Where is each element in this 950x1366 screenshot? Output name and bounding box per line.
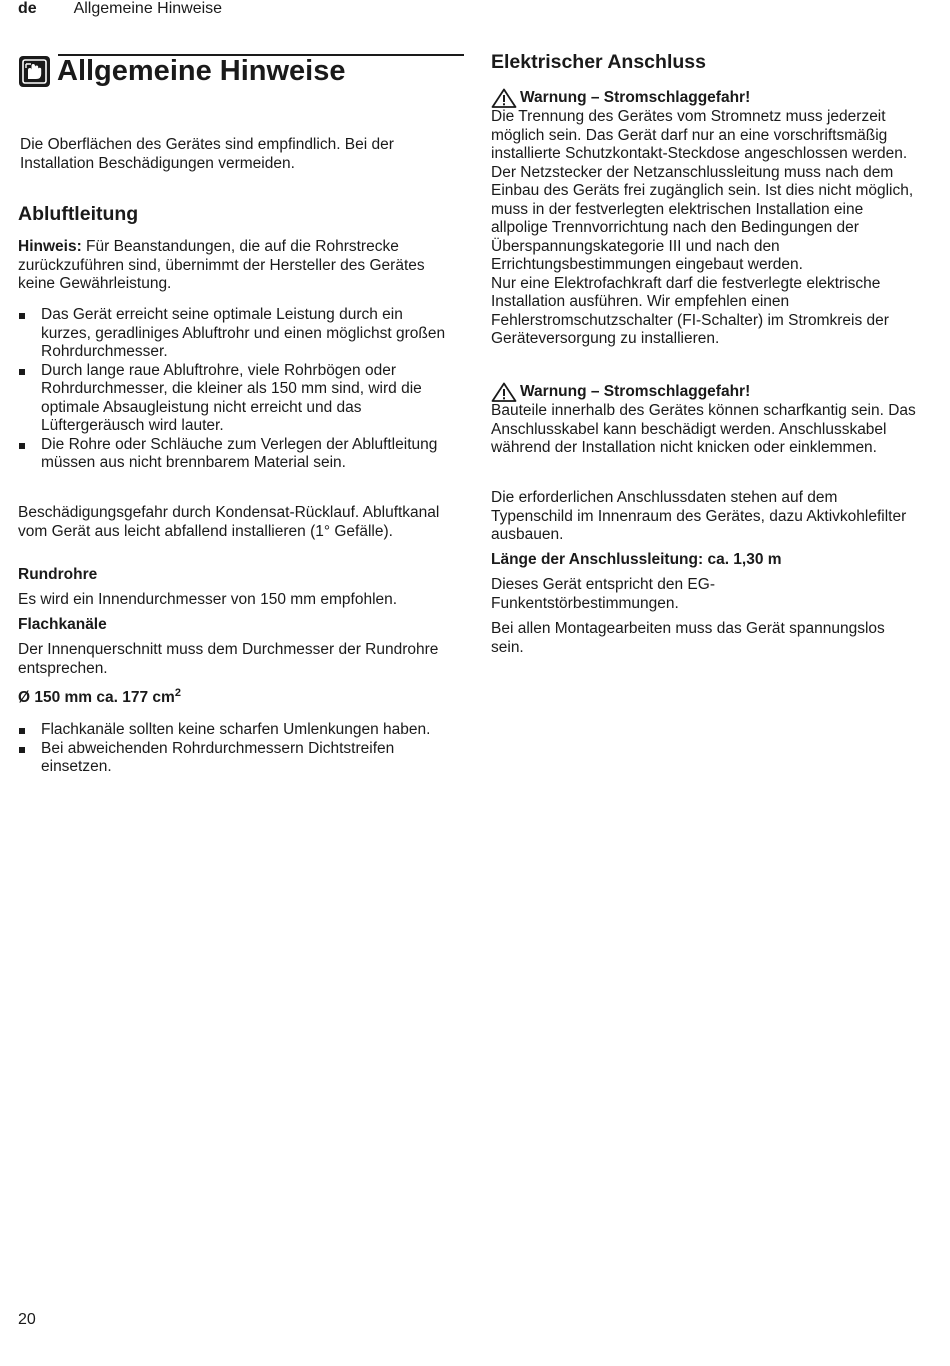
eg-compliance-text: Dieses Gerät entspricht den EG-Funkentstörbestimmungen. [491,576,715,612]
warning-title-text: Warnung – Stromschlaggefahr! [520,88,751,106]
note-text: Für Beanstandungen, die auf die Rohrstrecke zurückzuführen sind, übernimmt der Hersteller des Gerätes keine Gewährleistung. [18,238,425,292]
language-code: de [18,0,37,17]
rundrohre-text: Es wird ein Innendurchmesser von 150 mm empfohlen. [18,591,398,608]
installation-hand-icon [18,55,51,88]
warning-block-2 [491,382,921,458]
warning-text: Die Trennung des Gerätes vom Stromnetz muss jederzeit möglich sein. Das Gerät darf nur an eine vorschriftsmäßig installierte Schutzkontakt-Steckdose angeschlossen werden. Der Netzstecker der Netzanschlussleitung muss nach dem Einbau des Geräts frei zugänglich sein. Ist dies nicht möglich, muss in der festverlegten elektrischen Installation eine allpolige Trennvorrichtung nach den Bedingungen der Überspannungskategorie III und nach den Errichtungsbestimmungen eingebaut werden. Nur eine Elektrofachkraft darf die festverlegte elektrische Installation ausführen. Wir empfehlen einen Fehlerstromschutzschalter (FI-Schalter) im Stromkreis der Geräteversorgung zu installieren. [491,108,914,347]
left-column [18,0,446,1300]
warning-triangle-icon [491,88,517,108]
note-label: Hinweis: [18,238,82,255]
mounting-text: Bei allen Montagearbeiten muss das Gerät spannungslos sein. [491,620,885,656]
condensate-warning-text: Beschädigungsgefahr durch Kondensat-Rücklauf. Abluftkanal vom Gerät aus leicht abfallend installieren (1° Gefälle). [18,504,440,540]
elektrischer-anschluss-heading: Elektrischer Anschluss [491,51,706,73]
rundrohre-heading: Rundrohre [18,566,98,583]
list-item: Die Rohre oder Schläuche zum Verlegen der Abluftleitung müssen aus nicht brennbarem Material sein. [18,436,446,473]
list-item: Flachkanäle sollten keine scharfen Umlenkungen haben. [18,721,446,740]
warning-title-text: Warnung – Stromschlaggefahr! [520,382,751,400]
flachkanaele-heading: Flachkanäle [18,616,107,633]
flachkanaele-list [18,721,446,777]
spec-value: Ø 150 mm ca. 177 cm [18,689,175,706]
intro-text: Die Oberflächen des Gerätes sind empfindlich. Bei der Installation Beschädigungen vermeiden. [20,136,394,172]
flachkanaele-text: Der Innenquerschnitt muss dem Durchmesser der Rundrohre entsprechen. [18,641,439,677]
list-item: Das Gerät erreicht seine optimale Leistung durch ein kurzes, geradliniges Abluftrohr und einen möglichst großen Rohrdurchmesser. [18,306,446,362]
abluftleitung-heading: Abluftleitung [18,203,139,225]
warning-title [491,382,921,402]
header-title: Allgemeine Hinweise [73,0,223,17]
warning-text: Bauteile innerhalb des Gerätes können scharfkantig sein. Das Anschlusskabel kann beschädigt werden. Anschlusskabel während der Installation nicht knicken oder einklemmen. [491,402,916,456]
connection-data-text: Die erforderlichen Anschlussdaten stehen auf dem Typenschild im Innenraum des Gerätes, dazu Aktivkohlefilter ausbauen. [491,489,907,543]
warning-block-1 [491,88,921,349]
list-item: Durch lange raue Abluftrohre, viele Rohrbögen oder Rohrdurchmesser, die kleiner als 150 mm sind, wird die optimale Absaugleistung nicht erreicht und das Lüftergeräusch wird lauter. [18,362,446,436]
abluftleitung-note [18,238,446,294]
page-number: 20 [18,1311,36,1328]
list-item: Bei abweichenden Rohrdurchmessern Dichtstreifen einsetzen. [18,740,446,777]
abluftleitung-list [18,306,446,473]
section-title [18,54,346,88]
cable-length-heading: Länge der Anschlussleitung: ca. 1,30 m [491,551,782,568]
warning-title [491,88,921,108]
warning-triangle-icon [491,382,517,402]
flachkanal-spec [18,686,446,708]
spec-superscript: 2 [174,686,181,699]
right-column [491,0,921,1300]
page-title: Allgemeine Hinweise [57,55,346,87]
